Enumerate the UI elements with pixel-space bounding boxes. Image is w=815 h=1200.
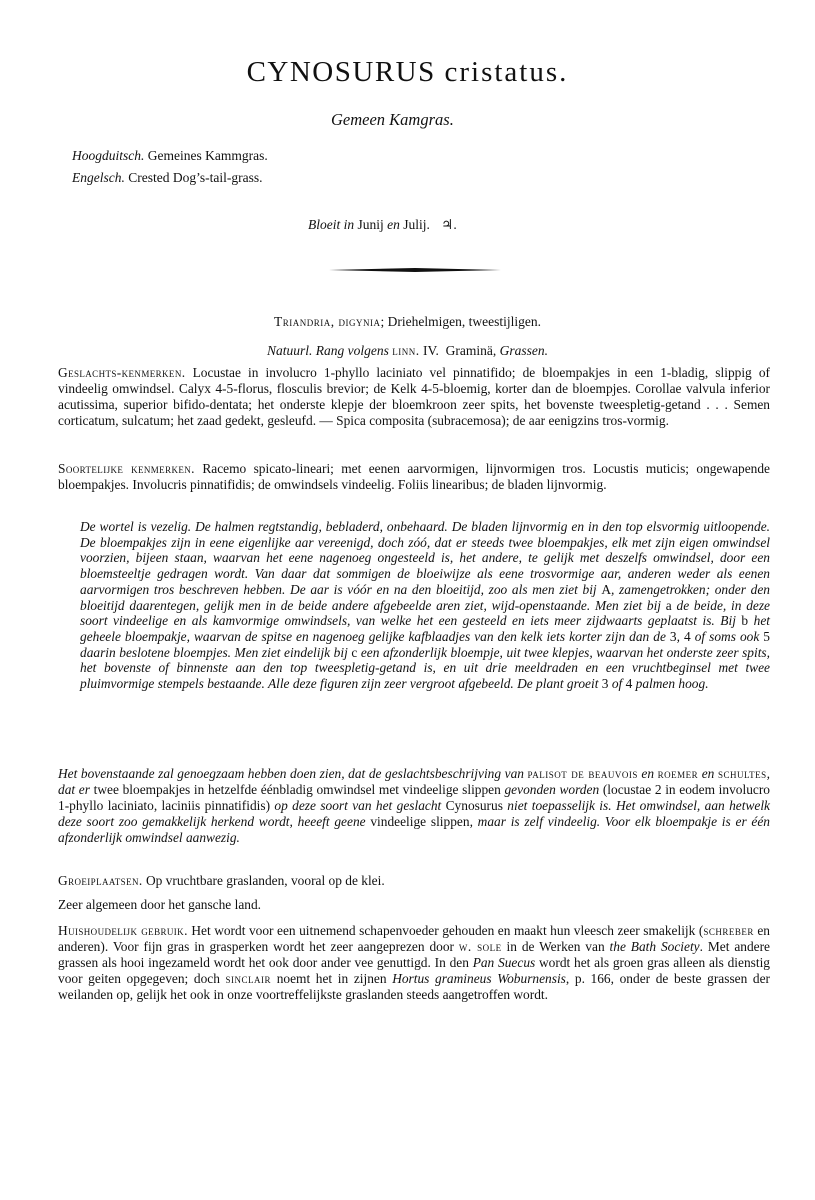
decorative-rule	[329, 268, 501, 272]
author-name: schreber	[703, 923, 754, 938]
species-characters	[58, 461, 770, 493]
remark-text: op deze soort van het geslacht	[270, 798, 446, 813]
section-text: Racemo spicato-lineari; met eenen aarvormigen, lijnvormigen tros. Locustis muticis; ongewapende bloempakjes. Involucris pinnatifidis; de omwindsels vindeelig. Foliis linearibus; de bladen lijnvormig.	[58, 461, 771, 492]
figure-ref: a	[665, 597, 672, 613]
section-text: en anderen). Voor fijn gras in grasperken wordt het zeer aangeprezen door	[58, 923, 770, 954]
number: 4	[625, 676, 633, 692]
synonym-german	[72, 145, 268, 167]
remark-text: niet toepasselijk is. Het omwindsel, aan hetwelk deze soort zoo gemakkelijk herkend wordt, heeeft geene	[58, 798, 770, 829]
section-heading: Soortelijke kenmerken.	[58, 461, 195, 476]
description-text: daarin beslotene bloempjes. Men ziet eindelijk bij	[80, 644, 352, 660]
section-heading: Geslachts-kenmerken.	[58, 365, 186, 380]
economic-use	[58, 923, 770, 1003]
remark-text: gevonden worden	[500, 782, 603, 797]
section-text: noemt het in zijnen	[271, 971, 393, 986]
author-name: w. sole	[458, 939, 502, 954]
number: 3	[669, 628, 677, 644]
number: 5	[763, 628, 770, 644]
description-text: of	[608, 676, 626, 692]
author-name: roemer	[657, 766, 699, 781]
class-dutch: ; Driehelmigen, tweestijligen.	[380, 314, 541, 329]
synonym-english	[72, 167, 268, 189]
author-linn: linn.	[392, 343, 420, 358]
vernacular-names	[72, 145, 268, 189]
page-title	[0, 56, 815, 89]
quoted-term: twee bloempakjes in hetzelfde éénbladig omwindsel met vindeelige slippen	[93, 782, 501, 797]
synonym-language: Engelsch.	[72, 170, 125, 185]
remark-paragraph	[58, 766, 770, 846]
description-text: of soms ook	[690, 628, 764, 644]
description-text: de beide, in deze soort vindeelige en als kamvormige omwindsels, van welke het een gesteeld en iets meer zijdwaarts geplaatst is. Bij	[80, 597, 770, 629]
section-text: wordt het als groen gras alleen als dienstig voor geiten opgegeven; doch	[58, 955, 771, 986]
section-text: Locustae in involucro 1-phyllo laciniato vel pinnatifido; de bloempakjes in een 1-bladig, slippig of vindeelig omwindsel. Calyx 4-5-florus, flosculis brevior; de Kelk 4-5-bloemig, korter dan de bloempjes. Corollae valvula inferior acutissima, superior bifido-dentata; het onderste klepje der bloemkroon zeer spits, het bovenste tweespletig-getand . . . Semen corticatum, sulcatum; het zaad gedekt, gesleufd. — Spica composita (subracemosa); de aar eenigzins tros-vormig.	[58, 365, 770, 428]
quoted-term: (locustae 2 in eodem involucro 1-phyllo laciniato, laciniis pinnatifidis)	[58, 782, 770, 813]
bloom-word: en	[387, 217, 400, 232]
section-text: Op vruchtbare graslanden, vooral op de klei.	[142, 873, 385, 888]
work-title: the Bath Society	[609, 939, 700, 954]
habitat	[58, 873, 770, 889]
section-text: Het wordt voor een uitnemend schapenvoeder gehouden en maakt hun vleesch zeer smakelijk (	[187, 923, 704, 938]
number: 3	[601, 676, 609, 692]
section-text: , p. 166, onder de beste grassen der weilanden op, gelijk het ook in onze voortreffelijkste graslanden steeds aangetroffen wordt.	[58, 971, 771, 1002]
synonym-name: Crested Dog’s-tail-grass.	[128, 170, 263, 185]
remark-text: en	[637, 766, 658, 781]
linnaean-class	[0, 314, 815, 330]
page-subtitle: Gemeen Kamgras.	[331, 110, 454, 129]
quoted-term: Cynosurus	[445, 798, 503, 813]
flowering-period	[308, 217, 457, 233]
work-title: Pan Suecus	[472, 955, 536, 970]
title-genus: CYNOSURUS	[246, 56, 436, 88]
bloom-month: Junij	[357, 217, 384, 232]
quoted-term: vindeelige slippen	[370, 814, 470, 829]
author-name: sinclair	[225, 971, 272, 986]
number: 4	[684, 628, 691, 644]
title-species: cristatus.	[444, 56, 569, 88]
rank-dutch: Grassen.	[499, 343, 548, 358]
bloom-word: Bloeit	[308, 217, 341, 232]
bloom-month: Julij.	[403, 217, 430, 232]
figure-ref: c	[351, 644, 358, 660]
figure-ref: b	[741, 613, 749, 629]
description-text: het geheele bloempakje, waarvan de spitse en nagenoeg gelijke kafblaadjes van den kelk iets korter zijn dan de	[80, 613, 770, 644]
remark-text: Het bovenstaande zal genoegzaam hebben doen zien, dat de geslachtsbeschrijving van	[58, 766, 528, 781]
work-title: Hortus gramineus Woburnensis	[392, 971, 566, 986]
remark-text: , maar is zelf vindeelig. Voor elk bloempakje is er één afzonderlijk omwindsel aanwezig.	[58, 814, 770, 845]
bloom-word: in	[343, 217, 355, 232]
remark-text: , dat er	[58, 766, 770, 797]
synonym-name: Gemeines Kammgras.	[147, 148, 268, 163]
rank-value: IV. Graminä,	[419, 343, 500, 358]
synonym-language: Hoogduitsch.	[72, 148, 145, 163]
description-text: ,	[676, 628, 684, 644]
description-text: , zamengetrokken; onder den bloeitijd daarentegen, gelijk men in de beide andere afgebeelde aren ziet, wijd-openstaande. Men ziet bij	[80, 581, 770, 613]
perennial-symbol: ♃.	[441, 217, 457, 232]
section-heading: Huishoudelijk gebruik.	[58, 923, 188, 938]
description-text: palmen hoog.	[632, 676, 709, 692]
author-name: palisot de beauvois	[527, 766, 638, 781]
section-heading: Groeiplaatsen.	[58, 873, 143, 888]
natural-rank	[0, 343, 815, 359]
section-text: . Met andere grassen als hooi ingezameld wordt het ook door ander vee genuttigd. In den	[58, 939, 770, 970]
section-text: in de Werken van	[501, 939, 610, 954]
figure-ref: A	[601, 581, 612, 597]
description-text: De wortel is vezelig. De halmen regtstandig, bebladerd, onbehaard. De bladen lijnvormig en in den top elsvormig uitloopende. De bloempakjes zijn in eene eigenlijke aar vereenigd, doch zóó, dat er steeds twee bloempakjes, elk met zijn eigen omwindsel voorzien, bijeen staan, waarvan het eene nagenoeg ongesteeld is, het andere, te gelijk met deszelfs omwindsel, door een bloemsteeltje gedragen wordt. Van daar dat sommigen de bloeiwijze als eene trosvormige aar, anderen weder als eenen aarvormigen tros beschreven hebben. De aar is vóór en na den bloeitijd, zoo als men ziet bij	[80, 519, 770, 597]
genus-characters	[58, 365, 770, 429]
author-name: schultes	[717, 766, 767, 781]
description-paragraph	[80, 519, 770, 692]
occurrence: Zeer algemeen door het gansche land.	[58, 897, 261, 912]
remark-text: en	[698, 766, 718, 781]
class-latin: Triandria, digynia	[274, 314, 381, 329]
description-text: een afzonderlijk bloempje, uit twee klepjes, waarvan het onderste zeer spits, het bovenste of binnenste aan den top tweespletig-getand is, en uit drie meeldraden en een vruchtbeginsel met twee pluimvormige stempels bestaande. Alle deze figuren zijn zeer vergroot afgebeeld. De plant groeit	[80, 644, 770, 692]
rank-label: Natuurl. Rang volgens	[266, 343, 389, 358]
